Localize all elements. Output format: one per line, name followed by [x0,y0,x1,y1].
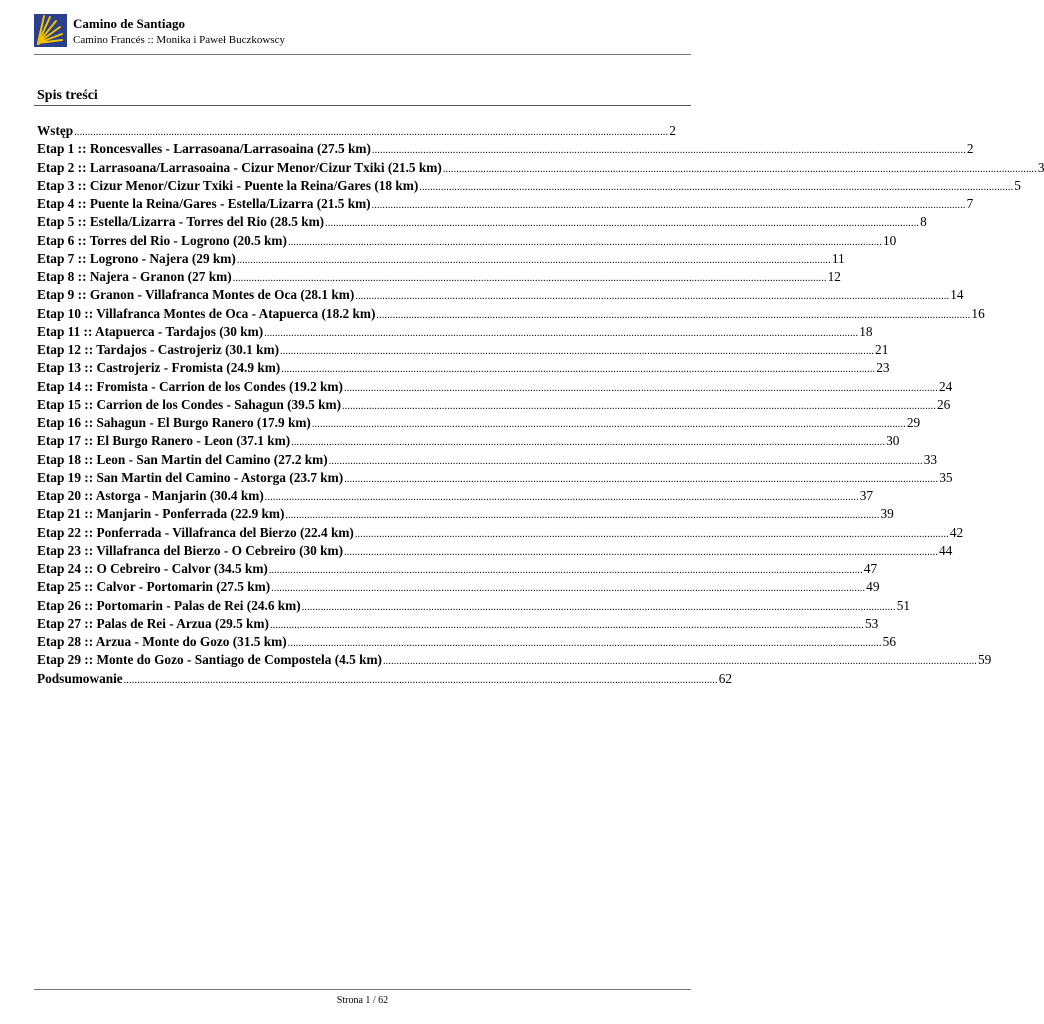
toc-entry[interactable] [37,250,845,268]
toc-leader-dots: ............................................................................................................................................................................................................................ [271,583,866,595]
toc-entry[interactable] [37,670,732,688]
toc-leader-dots: ............................................................................................................................................................................................................................ [354,528,949,540]
toc-entry-page[interactable]: 2 [669,123,676,138]
toc-entry[interactable] [37,359,890,377]
toc-entry-title[interactable]: Etap 11 :: Atapuerca - Tardajos (30 km) [37,323,264,339]
toc-entry-page[interactable]: 3 [1037,159,1044,175]
toc-entry-title[interactable]: Etap 23 :: Villafranca del Bierzo - O Cebreiro (30 km) [37,542,344,558]
toc-entry-page[interactable]: 24 [938,378,953,394]
toc-leader-dots: ............................................................................................................................................................................................................................ [371,145,966,157]
toc-leader-dots: ............................................................................................................................................................................................................................ [232,273,827,284]
toc-entry[interactable] [37,177,1021,195]
toc-entry-page[interactable]: 18 [859,323,873,339]
toc-entry[interactable] [37,451,937,469]
toc-entry[interactable] [37,542,953,560]
toc-entry-page[interactable]: 26 [937,396,951,412]
toc-entry-title[interactable]: Etap 29 :: Monte do Gozo - Santiago de Compostela (4.5 km) [37,652,382,668]
toc-leader-dots: ............................................................................................................................................................................................................................ [311,419,906,430]
toc-entry[interactable] [37,122,676,140]
toc-leader-dots: ............................................................................................................................................................................................................................ [325,218,920,230]
toc-entry[interactable] [37,487,874,505]
toc-entry-title[interactable]: Etap 15 :: Carrion de los Condes - Sahagun (39.5 km) [37,396,342,412]
toc-entry-title[interactable]: Podsumowanie [37,670,123,686]
toc-entry[interactable] [37,378,953,396]
toc-leader-dots: ............................................................................................................................................................................................................................ [301,601,896,613]
toc-entry[interactable] [37,414,921,432]
toc-entry-page[interactable]: 12 [827,269,841,284]
toc-entry-page[interactable]: 21 [875,342,889,357]
toc-entry[interactable] [37,268,841,286]
toc-entry[interactable] [37,432,900,450]
toc-entry-title[interactable]: Etap 16 :: Sahagun - El Burgo Ranero (17.9 km) [37,415,311,430]
toc-entry[interactable] [37,213,927,231]
toc-entry[interactable] [37,651,992,669]
toc-entry-page[interactable]: 44 [939,542,953,558]
toc-entry[interactable] [37,195,974,213]
toc-leader-dots: ............................................................................................................................................................................................................................ [344,473,939,485]
toc-entry[interactable] [37,396,951,414]
toc-entry-page[interactable]: 47 [863,561,878,576]
toc-entry-title[interactable]: Etap 14 :: Fromista - Carrion de los Condes (19.2 km) [37,378,343,394]
toc-entry-page[interactable]: 53 [864,615,879,631]
toc-leader-dots: ............................................................................................................................................................................................................................ [382,656,977,668]
document-subtitle: Camino Francés :: Monika i Paweł Buczkowscy [73,34,286,46]
toc-entry-page[interactable]: 5 [1014,177,1021,193]
toc-leader-dots: ............................................................................................................................................................................................................................ [269,619,864,631]
toc-entry-title[interactable]: Etap 9 :: Granon - Villafranca Montes de Oca (28.1 km) [37,287,355,303]
toc-entry-page[interactable]: 35 [939,469,953,485]
toc-entry-title[interactable]: Etap 26 :: Portomarin - Palas de Rei (24.6 km) [37,597,301,613]
table-of-contents [37,122,1044,688]
document-title: Camino de Santiago [73,16,185,31]
toc-entry-title[interactable]: Etap 21 :: Manjarin - Ponferrada (22.9 km) [37,506,285,522]
toc-entry-title[interactable]: Etap 18 :: Leon - San Martin del Camino (27.2 km) [37,451,328,467]
toc-entry-title[interactable]: Etap 19 :: San Martin del Camino - Astorga (23.7 km) [37,469,344,485]
toc-leader-dots: ............................................................................................................................................................................................................................ [442,163,1037,175]
toc-leader-dots: ............................................................................................................................................................................................................................ [342,400,937,412]
toc-entry-page[interactable]: 51 [896,597,910,613]
toc-entry-title[interactable]: Etap 4 :: Puente la Reina/Gares - Estella/Lizarra (21.5 km) [37,196,371,211]
toc-entry-title[interactable]: Etap 13 :: Castrojeriz - Fromista (24.9 km) [37,360,281,376]
toc-leader-dots: ............................................................................................................................................................................................................................ [74,127,669,138]
toc-entry-page[interactable]: 59 [977,652,992,668]
toc-leader-dots: ............................................................................................................................................................................................................................ [328,455,923,467]
toc-heading-divider [34,105,691,106]
toc-entry[interactable] [37,305,985,323]
toc-leader-dots: ............................................................................................................................................................................................................................ [419,181,1014,193]
toc-entry-page[interactable]: 14 [950,287,964,303]
toc-entry-title[interactable]: Etap 8 :: Najera - Granon (27 km) [37,269,232,284]
page-header [34,14,691,54]
toc-leader-dots: ............................................................................................................................................................................................................................ [371,200,966,211]
toc-entry-title[interactable]: Etap 28 :: Arzua - Monte do Gozo (31.5 km) [37,634,287,649]
toc-entry[interactable] [37,633,896,651]
toc-entry[interactable] [37,505,894,523]
toc-entry[interactable] [37,524,964,542]
toc-entry-page[interactable]: 42 [949,524,964,540]
toc-entry-title[interactable]: Etap 10 :: Villafranca Montes de Oca - Atapuerca (18.2 km) [37,305,376,321]
toc-leader-dots: ............................................................................................................................................................................................................................ [280,346,875,357]
toc-entry[interactable] [37,232,897,250]
toc-entry-title[interactable]: Etap 5 :: Estella/Lizarra - Torres del Rio (28.5 km) [37,214,325,230]
toc-entry-title[interactable]: Etap 7 :: Logrono - Najera (29 km) [37,250,236,266]
toc-entry-page[interactable]: 10 [882,232,897,248]
toc-entry-title[interactable]: Etap 20 :: Astorga - Manjarin (30.4 km) [37,488,264,503]
toc-leader-dots: ............................................................................................................................................................................................................................ [236,254,831,266]
toc-entry-page[interactable]: 49 [866,579,880,595]
toc-entry-page[interactable]: 39 [880,506,894,522]
toc-entry[interactable] [37,140,974,158]
toc-leader-dots: ............................................................................................................................................................................................................................ [264,327,859,339]
toc-leader-dots: ............................................................................................................................................................................................................................ [355,291,950,303]
toc-leader-dots: ............................................................................................................................................................................................................................ [123,674,718,686]
toc-leader-dots: ............................................................................................................................................................................................................................ [285,510,880,522]
toc-entry-title[interactable]: Etap 17 :: El Burgo Ranero - Leon (37.1 km) [37,433,291,449]
toc-leader-dots: ............................................................................................................................................................................................................................ [281,364,876,376]
toc-leader-dots: ............................................................................................................................................................................................................................ [344,546,939,558]
toc-entry[interactable] [37,286,964,304]
toc-entry-page[interactable]: 8 [920,214,927,230]
toc-entry-title[interactable]: Etap 24 :: O Cebreiro - Calvor (34.5 km) [37,561,268,576]
toc-leader-dots: ............................................................................................................................................................................................................................ [343,382,938,394]
toc-leader-dots: ............................................................................................................................................................................................................................ [264,492,859,503]
toc-entry-title[interactable]: Etap 1 :: Roncesvalles - Larrasoana/Larrasoaina (27.5 km) [37,141,371,157]
toc-entry-title[interactable]: Etap 25 :: Calvor - Portomarin (27.5 km) [37,579,271,595]
toc-entry-page[interactable]: 33 [923,451,937,467]
toc-entry-page[interactable]: 16 [971,305,985,321]
toc-entry[interactable] [37,341,889,359]
toc-entry-title[interactable]: Etap 6 :: Torres del Rio - Logrono (20.5 km) [37,232,287,248]
toc-entry-title[interactable]: Etap 12 :: Tardajos - Castrojeriz (30.1 km) [37,342,280,357]
toc-entry-page[interactable]: 62 [718,670,732,686]
header-divider [34,54,691,55]
toc-entry-title[interactable]: Wstęp [37,123,74,138]
toc-entry[interactable] [37,615,879,633]
toc-entry[interactable] [37,597,910,615]
toc-leader-dots: ............................................................................................................................................................................................................................ [376,309,971,321]
toc-leader-dots: ............................................................................................................................................................................................................................ [287,638,882,649]
page-number: Strona 1 / 62 [336,995,389,1006]
toc-entry-title[interactable]: Etap 27 :: Palas de Rei - Arzua (29.5 km) [37,615,269,631]
toc-entry[interactable] [37,159,1044,177]
toc-entry[interactable] [37,469,953,487]
scallop-shell-icon [34,14,67,47]
toc-leader-dots: ............................................................................................................................................................................................................................ [287,236,882,248]
toc-entry-page[interactable]: 7 [966,196,974,211]
toc-entry[interactable] [37,323,873,341]
toc-entry-page[interactable]: 2 [966,141,974,157]
toc-entry-page[interactable]: 29 [906,415,921,430]
toc-entry-page[interactable]: 11 [831,250,845,266]
toc-entry-page[interactable]: 23 [876,360,890,376]
toc-entry-page[interactable]: 56 [882,634,896,649]
toc-entry-page[interactable]: 30 [886,433,900,449]
toc-entry[interactable] [37,578,880,596]
toc-entry-title[interactable]: Etap 2 :: Larrasoana/Larrasoaina - Cizur Menor/Cizur Txiki (21.5 km) [37,159,442,175]
toc-leader-dots: ............................................................................................................................................................................................................................ [291,437,886,449]
toc-entry-title[interactable]: Etap 3 :: Cizur Menor/Cizur Txiki - Puente la Reina/Gares (18 km) [37,177,419,193]
toc-leader-dots: ............................................................................................................................................................................................................................ [268,565,863,576]
toc-entry-page[interactable]: 37 [859,488,874,503]
toc-entry[interactable] [37,560,878,578]
toc-entry-title[interactable]: Etap 22 :: Ponferrada - Villafranca del Bierzo (22.4 km) [37,524,354,540]
toc-heading: Spis treści [37,88,98,103]
footer-divider [34,989,691,990]
